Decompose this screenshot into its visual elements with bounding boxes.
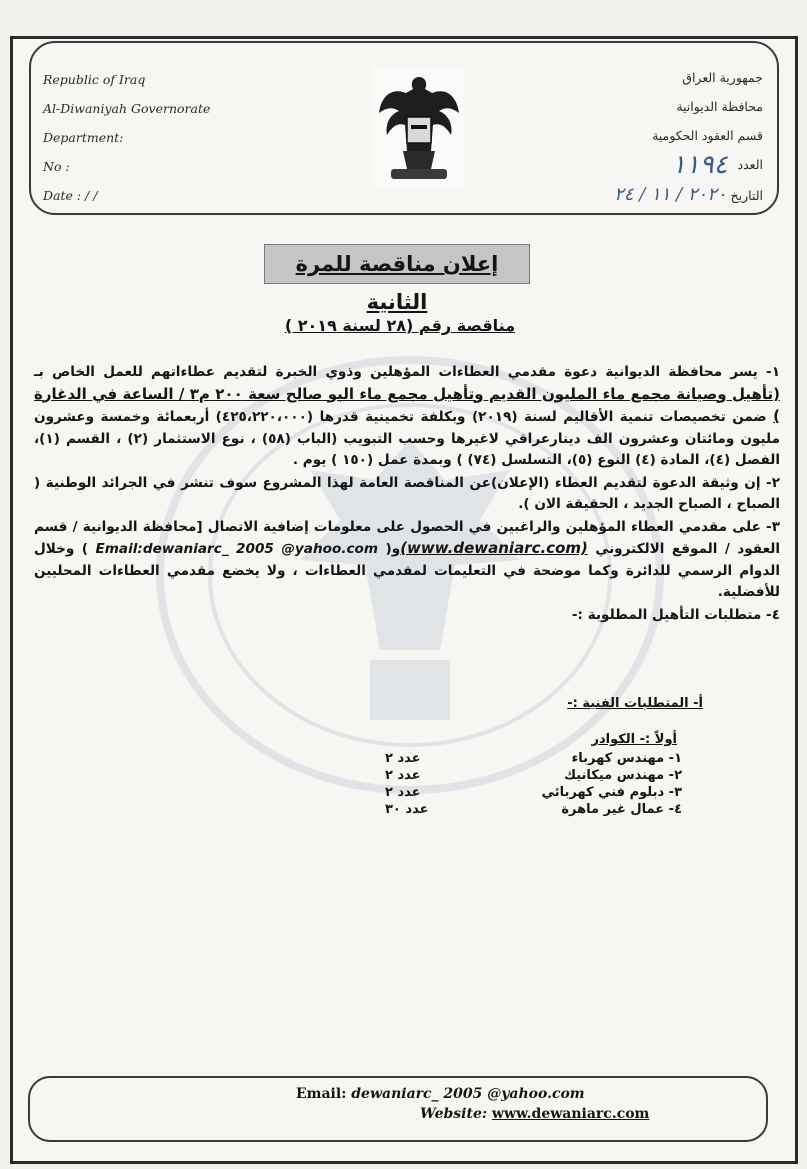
staff-count: عدد ٢ <box>385 751 421 766</box>
letterhead-english <box>43 65 210 210</box>
number-label: العدد <box>737 157 763 172</box>
footer-email-label: Email: <box>296 1086 347 1102</box>
letter-date-row <box>614 180 763 210</box>
announcement-title: إعلان مناقصة للمرة الثانية <box>264 244 530 284</box>
announcement-body <box>34 362 780 627</box>
footer-email-value[interactable]: dewaniarc_ 2005 @yahoo.com <box>351 1086 585 1102</box>
staff-count: عدد ٣٠ <box>385 802 429 817</box>
project-name: (تأهيل وصيانة مجمع ماء المليون القديم وتأهيل مجمع ماء البو صالح سعة ٢٠٠ م٣ / الساعة في الدغارة ) <box>34 384 780 425</box>
p1-details: ضمن تخصيصات تنمية الأقاليم لسنة (٢٠١٩) وبكلفة تخمينية قدرها (٤٢٥،٢٢٠،٠٠٠) أربعمائة وخمسة وعشرون مليون ومائتان وعشرون الف دينارعراقي لاغيرها وحسب التبويب (الباب (٥٨) ، نوع الاستثمار (٢) ، القسم (١)، الفصل (٤)، المادة (٤) النوع (٥)، التسلسل (٧٤) ) وبمدة عمل (١٥٠ ) يوم . <box>34 409 780 468</box>
staff-list <box>385 750 682 818</box>
letterhead <box>29 41 779 215</box>
p1-intro: ١- يسر محافظة الديوانية دعوة مقدمي العطاءات المؤهلين وذوي الخبرة لتقديم عطاءاتهم للعمل الخاص بـ <box>34 364 780 380</box>
header-left-line: Al-Diwaniyah Governorate <box>43 101 211 116</box>
list-item <box>385 750 682 767</box>
date-label: التاريخ <box>730 188 763 203</box>
footer-email <box>296 1086 585 1102</box>
staff-role: ١- مهندس كهرباء <box>571 751 682 766</box>
paragraph-2: ٢- إن وثيقة الدعوة لتقديم العطاء (الإعلان)عن المناقصة العامة لهذا المشروع سوف تنشر في الجرائد الوطنية ( الصباح ، الصباح الجديد ، الحقيقة الان ). <box>34 474 780 512</box>
header-right-line: قسم العقود الحكومية <box>652 128 763 143</box>
header-left-line: Republic of Iraq <box>43 72 146 87</box>
list-item <box>385 767 682 784</box>
staff-role: ٣- دبلوم فني كهربائي <box>541 785 682 800</box>
cadres-heading: أولاً :- الكوادر <box>591 732 677 747</box>
header-right-line: محافظة الديوانية <box>676 99 763 114</box>
iraq-eagle-emblem-icon <box>373 67 465 187</box>
staff-count: عدد ٢ <box>385 768 421 783</box>
staff-role: ٤- عمال غير ماهرة <box>561 802 682 817</box>
website-link[interactable]: (www.dewaniarc.com) <box>400 539 588 557</box>
p3-rest: ) وخلال الدوام الرسمي للدائرة وكما موضحة في التعليمات لمقدمي العطاءات ، ولا يخضع مقدمي العطاءات المحليين للأفضلية. <box>34 541 780 600</box>
handwritten-date: ٢٠٢٠ / ١١ / ٢٤ <box>614 184 727 205</box>
header-left-line: Date : / / <box>43 188 98 203</box>
staff-role: ٢- مهندس ميكانيك <box>564 768 682 783</box>
email-link[interactable]: Email:dewaniarc_ 2005 @yahoo.com <box>95 541 379 557</box>
footer-website <box>420 1106 649 1122</box>
letter-number-row <box>614 150 763 180</box>
handwritten-number: ١١٩٤ <box>671 150 728 180</box>
paragraph-3 <box>34 517 780 604</box>
header-left-line: No : <box>43 159 70 174</box>
paragraph-1 <box>34 362 780 472</box>
footer <box>28 1076 768 1142</box>
technical-requirements-heading: أ- المتطلبات الفنية :- <box>567 696 703 711</box>
header-right-line: جمهورية العراق <box>682 70 763 85</box>
p3-and: و( <box>385 541 401 557</box>
list-item <box>385 801 682 818</box>
letterhead-arabic <box>614 63 763 210</box>
staff-count: عدد ٢ <box>385 785 421 800</box>
tender-number: مناقصة رقم (٢٨ لسنة ٢٠١٩ ) <box>284 316 516 335</box>
paragraph-4: ٤- متطلبات التأهيل المطلوبة :- <box>571 606 780 623</box>
p3-contact: ٣- على مقدمي العطاء المؤهلين والراغبين في الحصول على معلومات إضافية الاتصال [محافظة الديوانية / قسم العقود / الموقع الالكتروني <box>34 518 781 557</box>
footer-website-label: Website: <box>420 1106 488 1122</box>
footer-website-value[interactable]: www.dewaniarc.com <box>491 1106 650 1122</box>
list-item <box>385 784 682 801</box>
header-left-line: Department: <box>43 130 124 145</box>
